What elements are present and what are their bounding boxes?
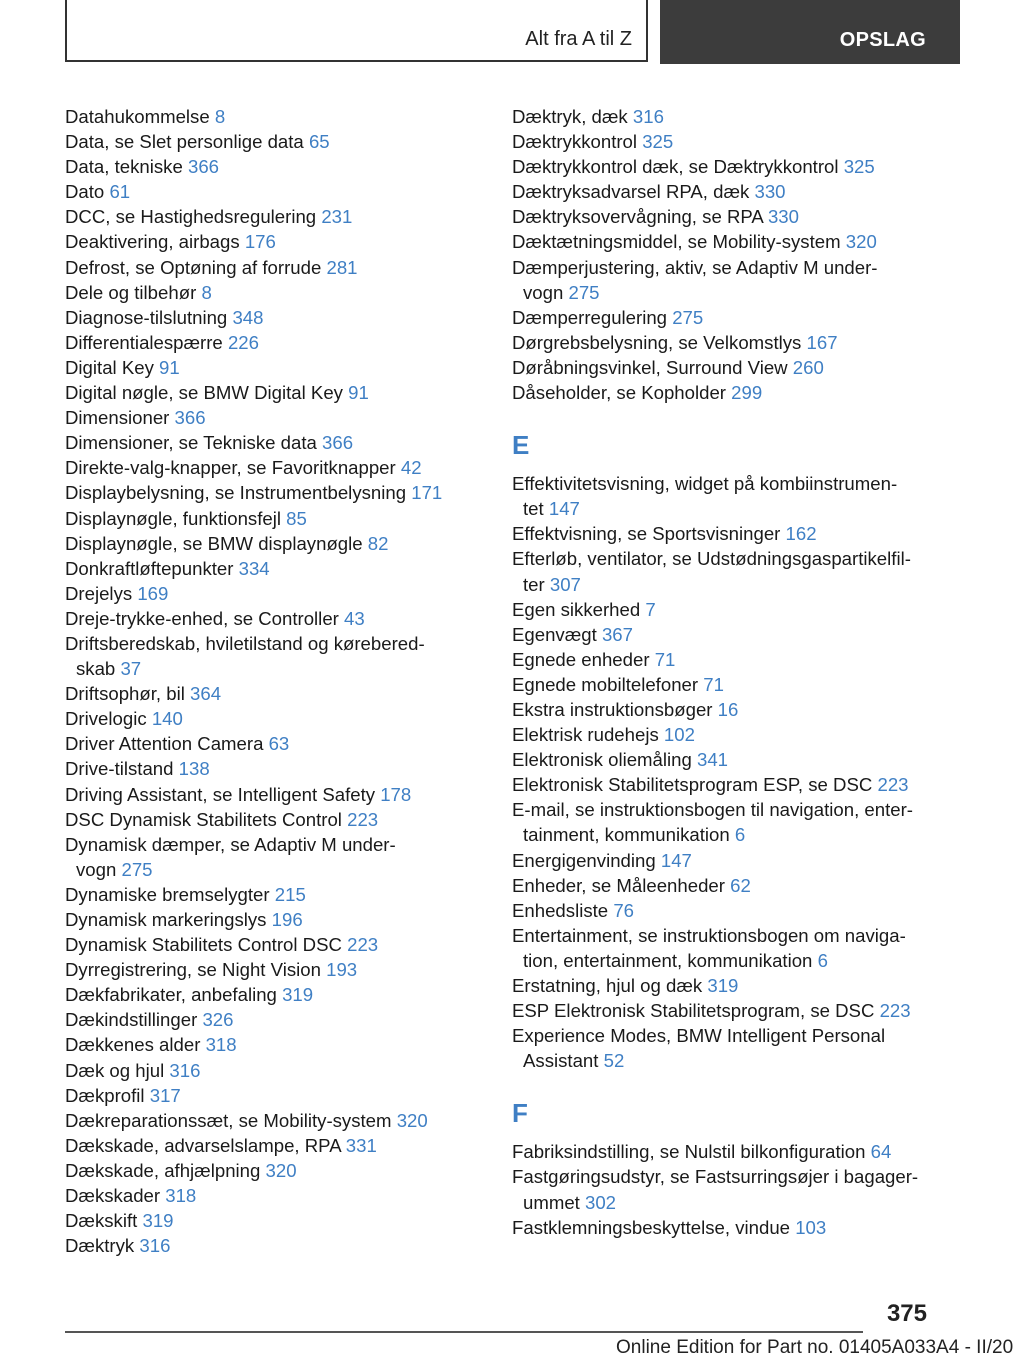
index-entry <box>65 255 485 280</box>
page-reference-link[interactable]: 331 <box>345 1134 377 1156</box>
page-reference-link[interactable]: 325 <box>843 156 875 178</box>
index-entry-text: Dækskift <box>65 1210 138 1232</box>
page-reference-link[interactable]: 320 <box>845 231 877 253</box>
index-entry <box>65 556 485 581</box>
index-entry-text: Drive-tilstand <box>65 758 174 780</box>
page-reference-link[interactable]: 316 <box>169 1059 201 1081</box>
index-entry-text: Driftsberedskab, hviletilstand og kørebered- <box>65 632 425 654</box>
index-entry <box>65 832 485 882</box>
index-entry-text: Dato <box>65 181 105 203</box>
page-reference-link[interactable]: 103 <box>795 1216 827 1238</box>
index-entry-text: ummet <box>523 1191 580 1213</box>
page-reference-link[interactable]: 42 <box>400 457 422 479</box>
index-entry-text: Data, se Slet personlige data <box>65 131 304 153</box>
index-entry <box>512 471 932 521</box>
index-entry <box>512 204 932 229</box>
index-entry-text: Dækskade, afhjælpning <box>65 1159 261 1181</box>
page-reference-link[interactable]: 43 <box>344 607 365 629</box>
page-reference-link[interactable]: 366 <box>322 432 354 454</box>
page-reference-link[interactable]: 330 <box>754 181 786 203</box>
index-entry-text: Ekstra instruktionsbøger <box>512 698 713 720</box>
index-entry-text: Dynamisk Stabilitets Control DSC <box>65 934 342 956</box>
page-reference-link[interactable]: 299 <box>731 382 763 404</box>
index-entry <box>512 355 932 380</box>
index-entry-text: tainment, kommunikation <box>523 824 730 846</box>
index-entry-text: Dimensioner <box>65 407 170 429</box>
index-entry-text: Dæktryk <box>65 1235 135 1257</box>
index-entry-text: Data, tekniske <box>65 156 183 178</box>
index-entry-text: Dæktryksovervågning, se RPA <box>512 206 763 228</box>
page-reference-link[interactable]: 307 <box>549 573 581 595</box>
index-entry-text: Displaynøgle, se BMW displaynøgle <box>65 532 363 554</box>
index-entry-text: Dynamiske bremselygter <box>65 883 270 905</box>
page-reference-link[interactable]: 319 <box>142 1210 174 1232</box>
index-entry-text: Dørgrebsbelysning, se Velkomstlys <box>512 331 802 353</box>
index-entry <box>65 731 485 756</box>
index-entry <box>512 848 932 873</box>
index-entry-text: Dyrregistrering, se Night Vision <box>65 959 321 981</box>
index-entry <box>512 998 932 1023</box>
footer-text: Online Edition for Part no. 01405A033A4 - II/20 <box>616 1337 1013 1358</box>
index-entry-text: ESP Elektronisk Stabilitetsprogram, se DSC <box>512 1000 875 1022</box>
page-reference-link[interactable]: 162 <box>785 523 817 545</box>
index-entry-text: ter <box>523 573 545 595</box>
index-entry <box>512 697 932 722</box>
index-entry <box>65 606 485 631</box>
index-entry <box>65 782 485 807</box>
index-entry <box>65 430 485 455</box>
index-entry <box>512 546 932 596</box>
page-reference-link[interactable]: 281 <box>326 256 358 278</box>
index-entry-text: Datahukommelse <box>65 106 210 127</box>
index-entry-text: Digital Key <box>65 356 154 378</box>
index-entry-text: Effektivitetsvisning, widget på kombiinstrumen- <box>512 473 898 495</box>
index-entry <box>512 898 932 923</box>
page-reference-link[interactable]: 171 <box>411 482 443 504</box>
page-reference-link[interactable]: 37 <box>120 658 142 680</box>
index-entry-text: Displaybelysning, se Instrumentbelysning <box>65 482 407 504</box>
index-entry-text: Dækreparationssæt, se Mobility-system <box>65 1109 392 1131</box>
index-entry-text: Elektronisk Stabilitetsprogram ESP, se DSC <box>512 774 873 796</box>
index-entry <box>512 1139 932 1164</box>
index-entry-text: Dæktrykkontrol <box>512 131 638 153</box>
page-reference-link[interactable]: 91 <box>159 356 180 378</box>
index-entry-text: Fabriksindstilling, se Nulstil bilkonfiguration <box>512 1141 866 1163</box>
index-entry <box>512 672 932 697</box>
index-entry-text: Drejelys <box>65 582 133 604</box>
page-reference-link[interactable]: 325 <box>642 131 674 153</box>
index-entry <box>65 380 485 405</box>
index-entry <box>65 330 485 355</box>
index-column-left <box>65 104 485 1258</box>
index-entry-text: Differentialespærre <box>65 331 223 353</box>
page-reference-link[interactable]: 302 <box>585 1191 617 1213</box>
index-entry <box>512 380 932 405</box>
index-entry <box>65 1083 485 1108</box>
index-entry-text: Dækkenes alder <box>65 1034 201 1056</box>
page-reference-link[interactable]: 320 <box>265 1159 297 1181</box>
index-entry <box>65 631 485 681</box>
page-reference-link[interactable]: 169 <box>137 582 169 604</box>
index-entry-text: Dreje-trykke-enhed, se Controller <box>65 607 339 629</box>
page-reference-link[interactable]: 147 <box>548 498 580 520</box>
index-entry-text: Enheder, se Måleenheder <box>512 874 725 896</box>
page-reference-link[interactable]: 320 <box>396 1109 428 1131</box>
page-reference-link[interactable]: 8 <box>214 106 226 127</box>
page-reference-link[interactable]: 176 <box>244 231 276 253</box>
page-reference-link[interactable]: 316 <box>139 1235 171 1257</box>
index-entry-text: Driver Attention Camera <box>65 733 264 755</box>
index-entry-text: Dækskader <box>65 1185 161 1207</box>
index-entry-text: vogn <box>523 281 564 303</box>
index-entry-text: Elektronisk oliemåling <box>512 749 692 771</box>
page-reference-link[interactable]: 6 <box>817 949 828 971</box>
page-reference-link[interactable]: 71 <box>654 648 676 670</box>
index-entry-text: Efterløb, ventilator, se Udstødningsgaspartikelfil- <box>512 548 911 570</box>
page-reference-link[interactable]: 364 <box>190 683 222 705</box>
page-reference-link[interactable]: 61 <box>109 181 131 203</box>
index-entry <box>65 179 485 204</box>
chapter-title: OPSLAG <box>839 29 926 51</box>
page-reference-link[interactable]: 275 <box>121 858 153 880</box>
index-entry <box>512 873 932 898</box>
index-entry <box>512 923 932 973</box>
index-entry-text: Diagnose-tilslutning <box>65 306 228 328</box>
page-reference-link[interactable]: 226 <box>227 331 259 353</box>
page-reference-link[interactable]: 316 <box>632 106 664 127</box>
index-entry-text: Dæmperregulering <box>512 306 668 328</box>
section-tab <box>65 0 648 62</box>
index-entry <box>65 1032 485 1057</box>
index-entry-text: Dækfabrikater, anbefaling <box>65 984 277 1006</box>
index-entry <box>512 1023 932 1073</box>
index-entry-text: Dimensioner, se Tekniske data <box>65 432 317 454</box>
index-entry <box>65 932 485 957</box>
index-entry-text: Dæktryksadvarsel RPA, dæk <box>512 181 750 203</box>
index-entry-text: Egnede enheder <box>512 648 650 670</box>
page-reference-link[interactable]: 223 <box>347 934 379 956</box>
page-reference-link[interactable]: 223 <box>347 808 379 830</box>
page-reference-link[interactable]: 7 <box>645 598 656 620</box>
index-entry <box>512 647 932 672</box>
page-reference-link[interactable]: 76 <box>613 899 634 921</box>
index-entry <box>65 1007 485 1032</box>
index-entry-text: Dæktryk, dæk <box>512 106 628 127</box>
index-entry <box>512 797 932 847</box>
index-entry <box>65 154 485 179</box>
index-entry <box>512 521 932 546</box>
index-entry <box>512 154 932 179</box>
index-entry <box>65 1208 485 1233</box>
index-entry-text: skab <box>76 658 116 680</box>
page-reference-link[interactable]: 196 <box>271 909 303 930</box>
index-entry <box>65 129 485 154</box>
page-reference-link[interactable]: 6 <box>734 824 746 846</box>
page-reference-link[interactable]: 140 <box>151 708 183 730</box>
page-reference-link[interactable]: 62 <box>730 874 751 896</box>
index-entry <box>512 747 932 772</box>
page-reference-link[interactable]: 16 <box>717 698 739 720</box>
index-entry-text: tion, entertainment, kommunikation <box>523 949 813 971</box>
index-entry-text: Erstatning, hjul og dæk <box>512 975 703 996</box>
index-entry <box>65 455 485 480</box>
index-entry-text: Displaynøgle, funktionsfejl <box>65 507 281 529</box>
page-reference-link[interactable]: 91 <box>348 382 369 404</box>
index-entry <box>512 330 932 355</box>
index-entry-text: Dæktætningsmiddel, se Mobility-system <box>512 231 841 253</box>
index-entry <box>512 973 932 998</box>
index-entry-text: Egenvægt <box>512 623 597 645</box>
index-entry <box>512 772 932 797</box>
page-reference-link[interactable]: 85 <box>286 507 307 529</box>
index-entry-text: Digital nøgle, se BMW Digital Key <box>65 382 343 404</box>
chapter-tab <box>660 0 960 64</box>
page-reference-link[interactable]: 138 <box>178 758 210 780</box>
index-entry-text: Entertainment, se instruktionsbogen om naviga- <box>512 924 906 946</box>
index-entry <box>65 1108 485 1133</box>
page-reference-link[interactable]: 8 <box>201 281 212 303</box>
footer-divider <box>65 1331 863 1333</box>
page-reference-link[interactable]: 319 <box>707 975 739 996</box>
page-reference-link[interactable]: 178 <box>380 783 412 805</box>
index-entry-text: Donkraftløftepunkter <box>65 557 234 579</box>
index-entry <box>65 882 485 907</box>
index-entry-text: Enhedsliste <box>512 899 609 921</box>
index-entry <box>65 104 485 129</box>
page-reference-link[interactable]: 167 <box>806 331 838 353</box>
index-entry-text: E-mail, se instruktionsbogen til navigation, enter- <box>512 799 914 821</box>
page-reference-link[interactable]: 102 <box>663 724 695 746</box>
index-entry-text: Dæk og hjul <box>65 1059 165 1081</box>
page-reference-link[interactable]: 317 <box>149 1084 181 1106</box>
index-entry <box>65 1133 485 1158</box>
index-entry-text: Deaktivering, airbags <box>65 231 240 253</box>
page-reference-link[interactable]: 223 <box>877 774 909 796</box>
page-reference-link[interactable]: 223 <box>879 1000 911 1022</box>
index-entry <box>512 229 932 254</box>
index-letter-heading: E <box>512 430 530 461</box>
page-reference-link[interactable]: 341 <box>697 749 729 771</box>
index-entry-text: Fastgøringsudstyr, se Fastsurringsøjer i bagager- <box>512 1166 919 1188</box>
page-reference-link[interactable]: 334 <box>238 557 270 579</box>
page-reference-link[interactable]: 147 <box>660 849 692 871</box>
page-reference-link[interactable]: 275 <box>568 281 600 303</box>
index-entry <box>512 104 932 129</box>
page-reference-link[interactable]: 348 <box>232 306 264 328</box>
index-entry <box>512 597 932 622</box>
index-entry-text: Dækprofil <box>65 1084 145 1106</box>
index-entry-text: Dæktrykkontrol dæk, se Dæktrykkontrol <box>512 156 839 178</box>
index-entry-text: Driftsophør, bil <box>65 683 185 705</box>
index-entry-text: Experience Modes, BMW Intelligent Personal <box>512 1025 886 1047</box>
index-entry <box>65 756 485 781</box>
page-reference-link[interactable]: 366 <box>188 156 220 178</box>
page-header <box>0 0 960 66</box>
index-entry <box>65 355 485 380</box>
index-entry-text: DCC, se Hastighedsregulering <box>65 206 317 228</box>
index-entry-text: DSC Dynamisk Stabilitets Control <box>65 808 342 830</box>
index-entry <box>65 480 485 505</box>
index-entry <box>65 681 485 706</box>
index-entry-text: Elektrisk rudehejs <box>512 724 659 746</box>
index-entry <box>512 305 932 330</box>
index-entry-text: vogn <box>76 858 117 880</box>
index-entry-text: Energigenvinding <box>512 849 656 871</box>
index-entry-text: Defrost, se Optøning af forrude <box>65 256 322 278</box>
page-reference-link[interactable]: 231 <box>321 206 353 228</box>
index-entry <box>512 1215 932 1240</box>
index-entry <box>65 982 485 1007</box>
index-entry <box>65 531 485 556</box>
index-entry-text: Dele og tilbehør <box>65 281 197 303</box>
index-entry-text: Egnede mobiltelefoner <box>512 673 699 695</box>
index-entry-text: Dækskade, advarselslampe, RPA <box>65 1134 341 1156</box>
index-entry-text: Fastklemningsbeskyttelse, vindue <box>512 1216 791 1238</box>
page-reference-link[interactable]: 82 <box>367 532 389 554</box>
page-reference-link[interactable]: 366 <box>174 407 206 429</box>
page-reference-link[interactable]: 318 <box>165 1185 197 1207</box>
index-entry-text: Driving Assistant, se Intelligent Safety <box>65 783 376 805</box>
index-entry <box>65 706 485 731</box>
index-entry-text: Drivelogic <box>65 708 147 730</box>
index-entry <box>65 1158 485 1183</box>
page-reference-link[interactable]: 215 <box>274 883 306 905</box>
page-reference-link[interactable]: 275 <box>672 306 704 328</box>
page-reference-link[interactable]: 367 <box>601 623 633 645</box>
index-entry <box>512 1164 932 1214</box>
index-entry-text: Dækindstillinger <box>65 1009 198 1031</box>
page-reference-link[interactable]: 71 <box>703 673 724 695</box>
page-reference-link[interactable]: 318 <box>205 1034 237 1056</box>
index-entry <box>65 405 485 430</box>
index-letter-heading: F <box>512 1098 528 1129</box>
index-entry-text: Dæmperjustering, aktiv, se Adaptiv M under- <box>512 256 878 278</box>
index-entry <box>65 957 485 982</box>
index-entry <box>65 1183 485 1208</box>
index-entry <box>65 204 485 229</box>
index-entry-text: Direkte-valg-knapper, se Favoritknapper <box>65 457 396 479</box>
index-entry <box>65 1233 485 1258</box>
index-entry <box>65 280 485 305</box>
page-reference-link[interactable]: 260 <box>792 356 824 378</box>
index-entry <box>65 229 485 254</box>
index-entry <box>512 179 932 204</box>
index-entry-text: Dynamisk markeringslys <box>65 909 267 930</box>
index-entry <box>512 255 932 305</box>
index-entry <box>512 622 932 647</box>
page-reference-link[interactable]: 193 <box>326 959 358 981</box>
index-entry <box>65 506 485 531</box>
index-entry <box>512 129 932 154</box>
page-reference-link[interactable]: 326 <box>202 1009 234 1031</box>
index-entry-text: Egen sikkerhed <box>512 598 641 620</box>
index-entry <box>65 305 485 330</box>
index-entry-text: Assistant <box>523 1050 599 1072</box>
page-reference-link[interactable]: 65 <box>308 131 330 153</box>
index-entry-text: Effektvisning, se Sportsvisninger <box>512 523 781 545</box>
index-entry <box>65 581 485 606</box>
index-entry <box>65 907 485 932</box>
index-entry <box>65 1058 485 1083</box>
index-entry <box>512 722 932 747</box>
page-reference-link[interactable]: 330 <box>767 206 799 228</box>
section-title: Alt fra A til Z <box>525 28 632 50</box>
page-number: 375 <box>886 1300 927 1327</box>
index-entry-text: tet <box>523 498 544 520</box>
index-entry-text: Dynamisk dæmper, se Adaptiv M under- <box>65 833 396 855</box>
index-column-right <box>512 104 932 1240</box>
page-reference-link[interactable]: 52 <box>603 1050 625 1072</box>
index-entry-text: Dåseholder, se Kopholder <box>512 382 726 404</box>
page-reference-link[interactable]: 319 <box>282 984 314 1006</box>
index-entry <box>65 807 485 832</box>
index-entry-text: Døråbningsvinkel, Surround View <box>512 356 788 378</box>
page-reference-link[interactable]: 64 <box>870 1141 892 1163</box>
page-reference-link[interactable]: 63 <box>268 733 290 755</box>
